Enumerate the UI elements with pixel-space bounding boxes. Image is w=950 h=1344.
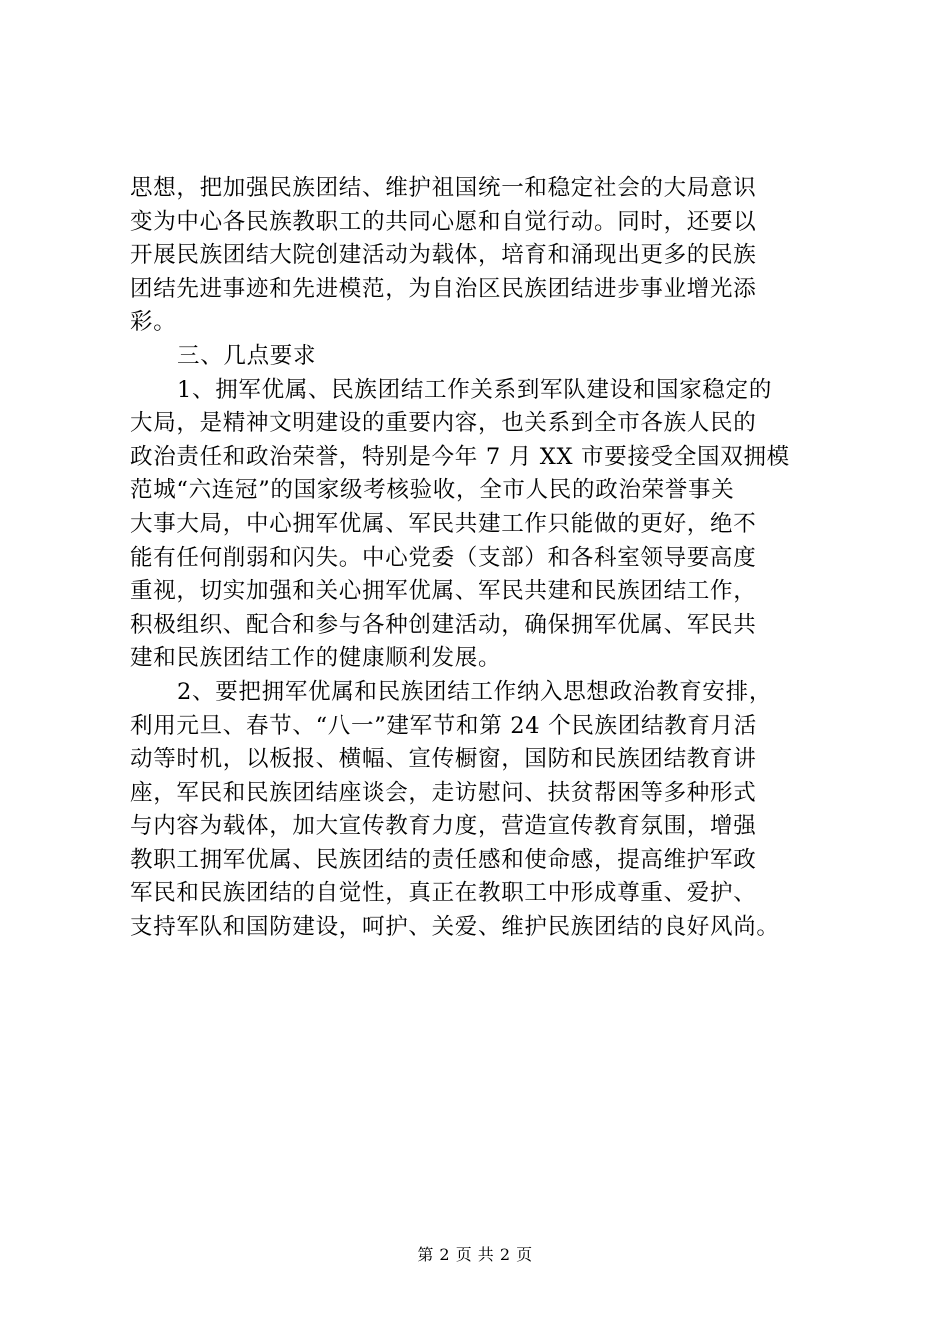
text-line: 开展民族团结大院创建活动为载体，培育和涌现出更多的民族 xyxy=(130,242,757,269)
text-line: 团结先进事迹和先进模范，为自治区民族团结进步事业增光添 xyxy=(130,275,757,302)
page-number-footer: 第 2 页 共 2 页 xyxy=(417,1245,533,1264)
text-line: 大事大局，中心拥军优属、军民共建工作只能做的更好，绝不 xyxy=(130,510,757,537)
section-heading: 三、几点要求 xyxy=(177,342,317,369)
text-line: 利用元旦、春节、“八一”建军节和第 24 个民族团结教育月活 xyxy=(130,712,757,739)
text-line: 政治责任和政治荣誉，特别是今年 7 月 XX 市要接受全国双拥模 xyxy=(130,443,790,470)
document-body xyxy=(130,172,850,945)
text-line: 大局，是精神文明建设的重要内容，也关系到全市各族人民的 xyxy=(130,410,757,437)
text-line: 变为中心各民族教职工的共同心愿和自觉行动。同时，还要以 xyxy=(130,208,757,235)
text-line: 1、拥军优属、民族团结工作关系到军队建设和国家稳定的 xyxy=(177,376,773,403)
text-line: 动等时机，以板报、横幅、宣传橱窗，国防和民族团结教育讲 xyxy=(130,746,757,773)
text-line: 座，军民和民族团结座谈会，走访慰问、扶贫帮困等多种形式 xyxy=(130,779,757,806)
text-line: 支持军队和国防建设，呵护、关爱、维护民族团结的良好风尚。 xyxy=(130,914,780,941)
text-line: 与内容为载体，加大宣传教育力度，营造宣传教育氛围，增强 xyxy=(130,813,757,840)
text-line: 教职工拥军优属、民族团结的责任感和使命感，提高维护军政 xyxy=(130,846,757,873)
text-line: 能有任何削弱和闪失。中心党委（支部）和各科室领导要高度 xyxy=(130,544,757,571)
text-line: 积极组织、配合和参与各种创建活动，确保拥军优属、军民共 xyxy=(130,611,757,638)
text-line: 建和民族团结工作的健康顺利发展。 xyxy=(130,645,502,672)
text-line: 重视，切实加强和关心拥军优属、军民共建和民族团结工作， xyxy=(130,578,757,605)
text-line: 军民和民族团结的自觉性，真正在教职工中形成尊重、爱护、 xyxy=(130,880,757,907)
text-line: 思想，把加强民族团结、维护祖国统一和稳定社会的大局意识 xyxy=(130,175,757,201)
text-line: 范城“六连冠”的国家级考核验收，全市人民的政治荣誉事关 xyxy=(130,477,735,504)
text-line: 彩。 xyxy=(130,309,177,336)
text-line: 2、要把拥军优属和民族团结工作纳入思想政治教育安排， xyxy=(177,678,773,705)
